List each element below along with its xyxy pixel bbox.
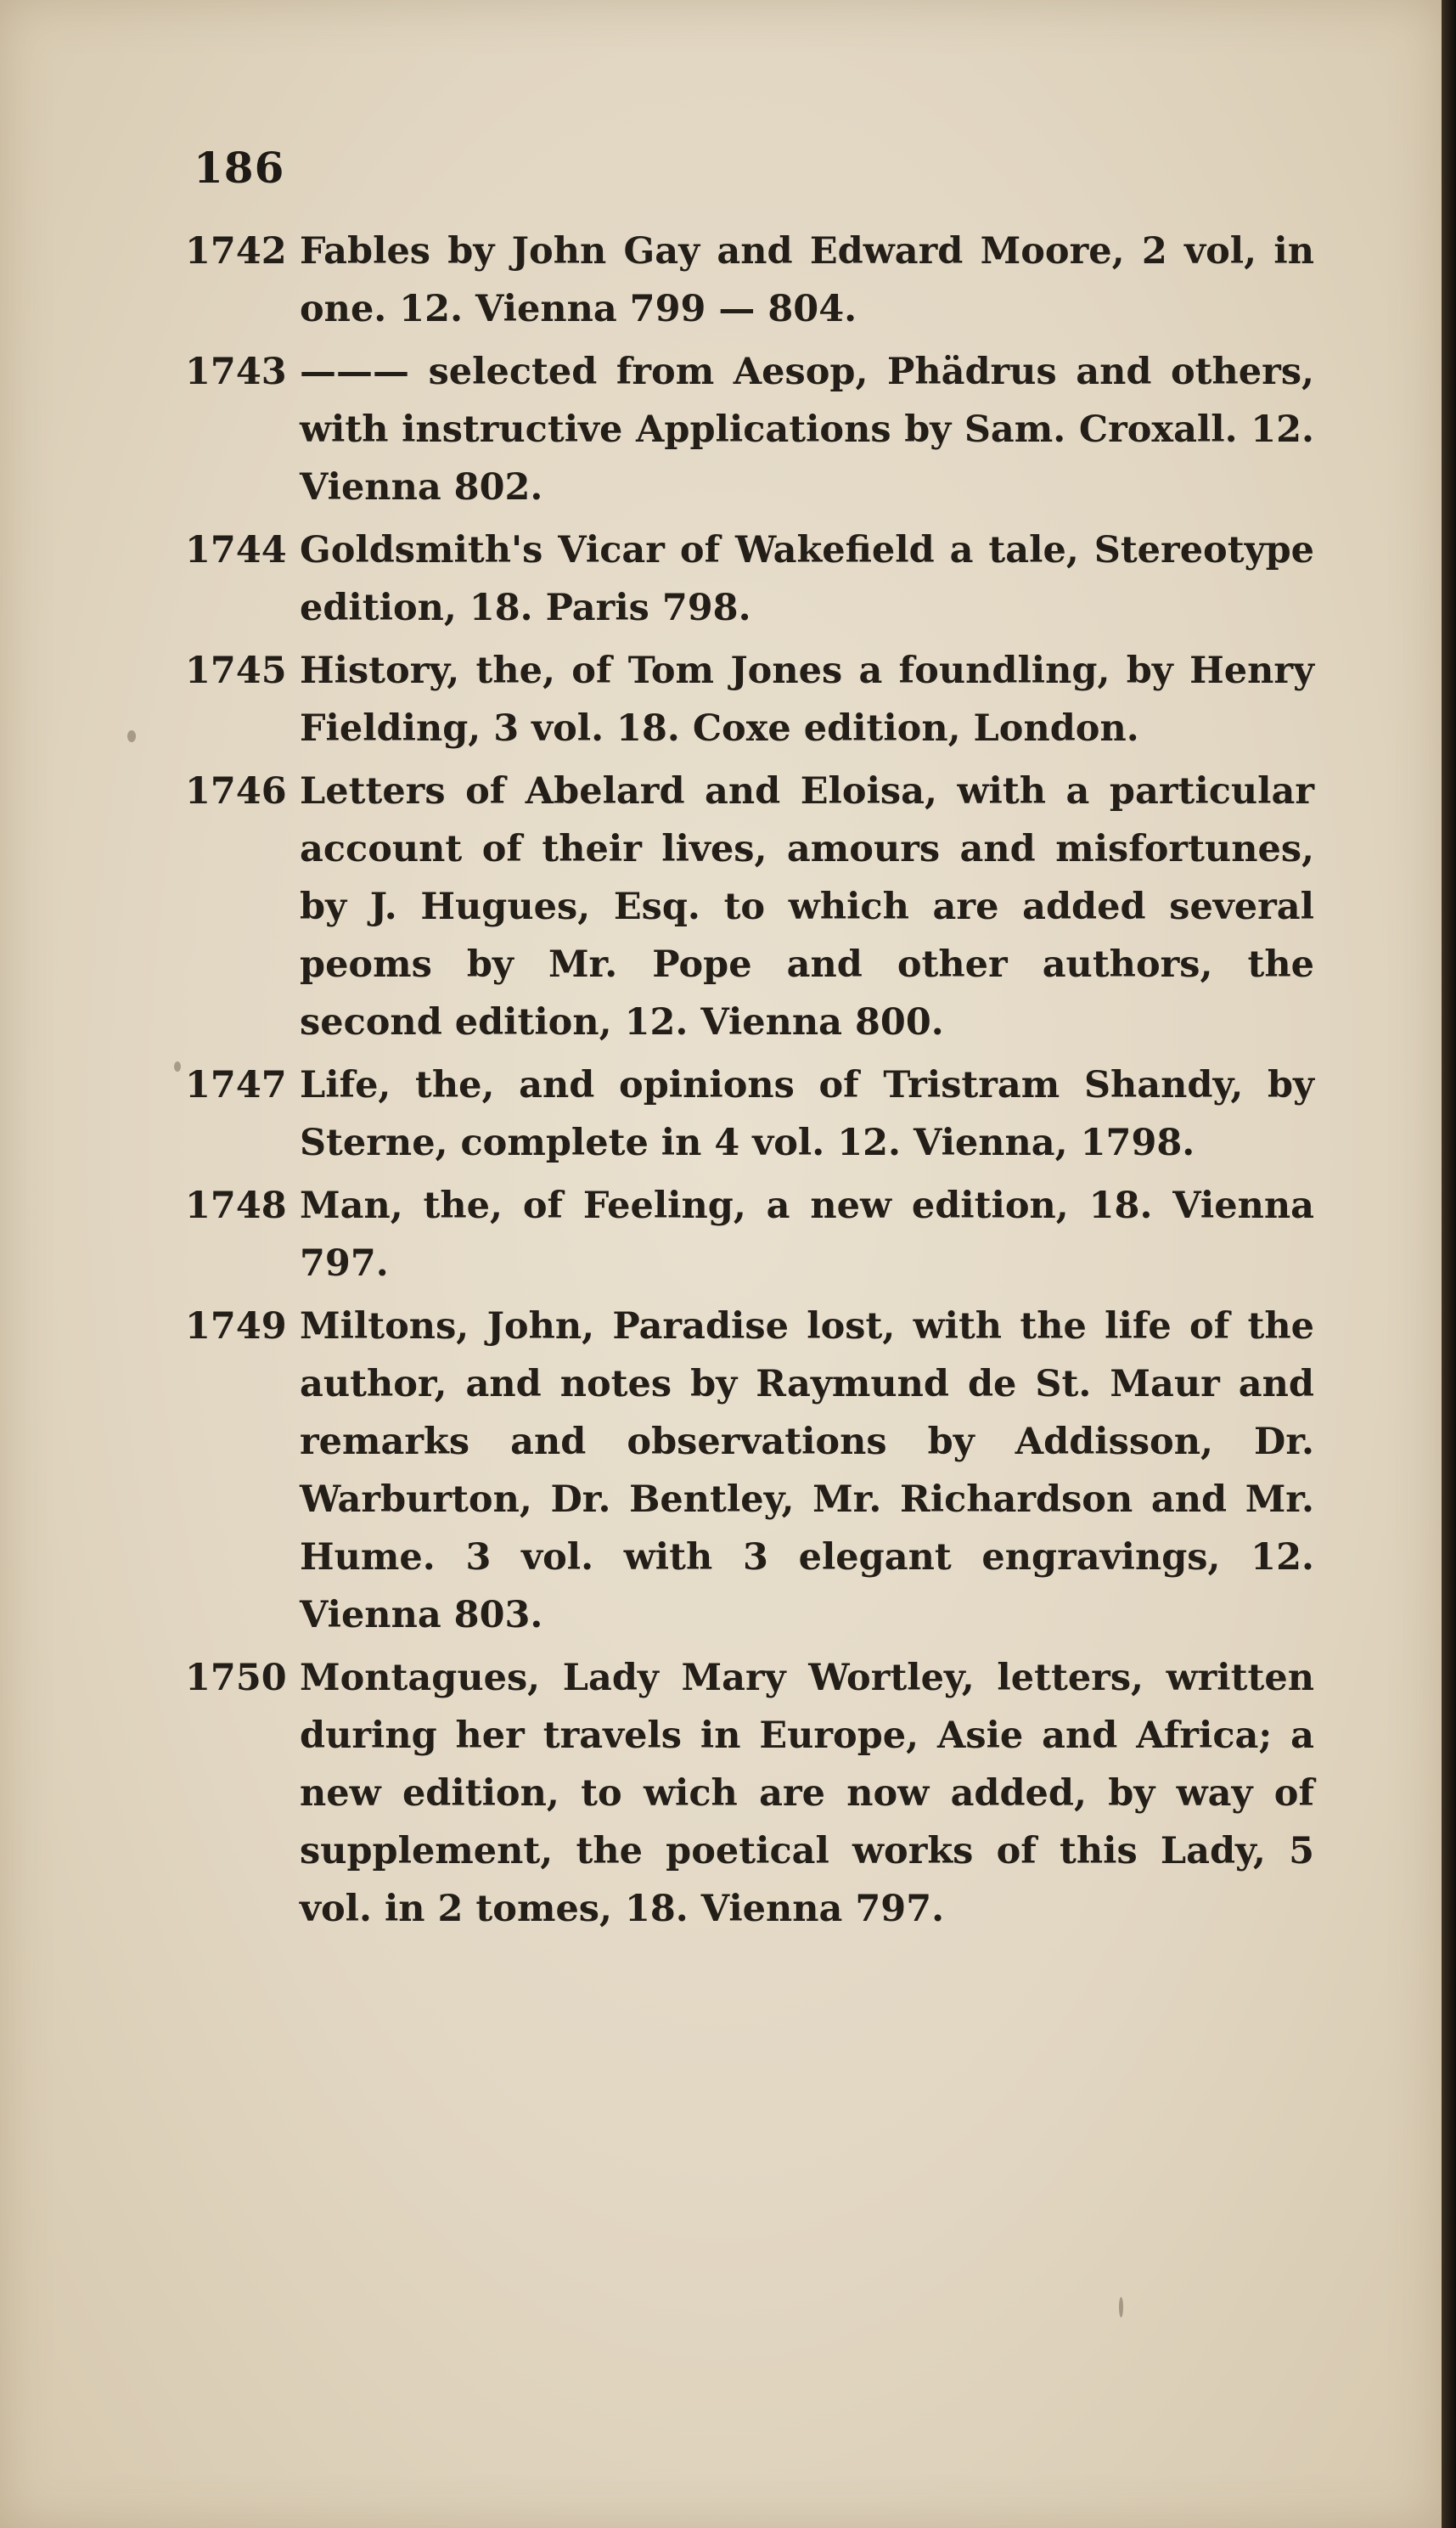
entry-text: Life, the, and opinions of Tristram Shandy, by Sterne, complete in 4 vol. 12. Vienna, 1798. bbox=[300, 1064, 1314, 1164]
catalogue-entry bbox=[185, 642, 1314, 757]
catalogue-entry bbox=[185, 222, 1314, 338]
paper-speck bbox=[127, 730, 136, 742]
binding-edge bbox=[1442, 0, 1456, 2528]
catalogue-entry bbox=[185, 1177, 1314, 1292]
paper-speck bbox=[174, 1061, 181, 1072]
catalogue-entry bbox=[185, 1056, 1314, 1172]
catalogue-entry bbox=[185, 1298, 1314, 1644]
entry-text: Man, the, of Feeling, a new edition, 18. Vienna 797. bbox=[300, 1185, 1314, 1285]
entry-number: 1748 bbox=[185, 1185, 287, 1227]
entry-number: 1743 bbox=[185, 351, 287, 393]
entry-number: 1747 bbox=[185, 1064, 287, 1106]
entry-text: ——— selected from Aesop, Phädrus and others, with instructive Applications by Sam. Croxall. 12. Vienna 802. bbox=[300, 351, 1314, 509]
entry-text: Letters of Abelard and Eloisa, with a particular account of their lives, amours and misfortunes, by J. Hugues, Esq. to which are added several peoms by Mr. Pope and other authors, the second edition, 12. Vienna 800. bbox=[300, 770, 1314, 1044]
catalogue-entry bbox=[185, 763, 1314, 1051]
entry-number: 1744 bbox=[185, 529, 287, 571]
catalogue-entry bbox=[185, 1649, 1314, 1938]
entry-number: 1749 bbox=[185, 1305, 287, 1348]
entry-number: 1750 bbox=[185, 1657, 287, 1699]
entry-number: 1745 bbox=[185, 650, 287, 692]
entry-text: Miltons, John, Paradise lost, with the life of the author, and notes by Raymund de St. Maur and remarks and observations by Addisson, Dr. Warburton, Dr. Bentley, Mr. Richardson and Mr. Hume. 3 vol. with 3 elegant engravings, 12. Vienna 803. bbox=[300, 1305, 1314, 1636]
catalogue-entry bbox=[185, 343, 1314, 516]
entry-text: Goldsmith's Vicar of Wakefield a tale, Stereotype edition, 18. Paris 798. bbox=[300, 529, 1314, 629]
entry-text: Montagues, Lady Mary Wortley, letters, written during her travels in Europe, Asie and Africa; a new edition, to wich are now added, by way of supplement, the poetical works of this Lady, 5 vol. in 2 tomes, 18. Vienna 797. bbox=[300, 1657, 1314, 1930]
paper-speck bbox=[1119, 2297, 1123, 2317]
catalogue-entry bbox=[185, 521, 1314, 637]
page-number: 186 bbox=[194, 143, 285, 193]
entry-text: History, the, of Tom Jones a foundling, by Henry Fielding, 3 vol. 18. Coxe edition, London. bbox=[300, 650, 1314, 750]
catalogue-entries bbox=[185, 222, 1314, 1943]
entry-number: 1742 bbox=[185, 230, 287, 273]
entry-number: 1746 bbox=[185, 770, 287, 813]
entry-text: Fables by John Gay and Edward Moore, 2 vol, in one. 12. Vienna 799 — 804. bbox=[300, 230, 1314, 330]
